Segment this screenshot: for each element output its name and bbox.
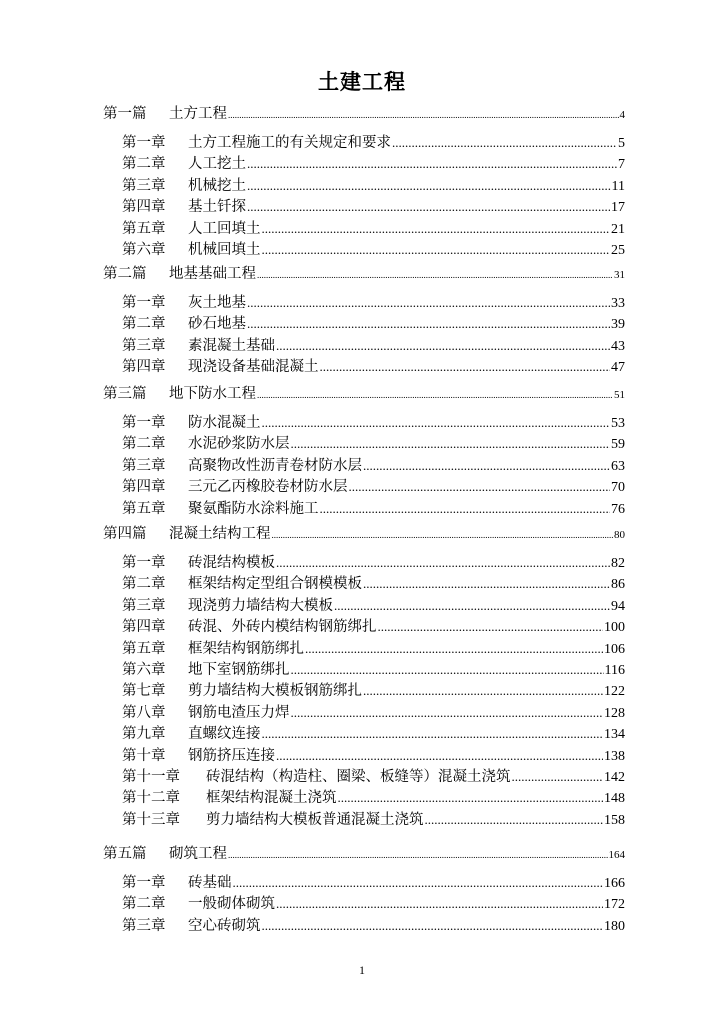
toc-entry-label	[122, 574, 362, 595]
chapter-number: 第五章	[122, 220, 166, 237]
page-ref: 5	[618, 136, 625, 151]
chapter-title: 钢筋挤压连接	[188, 747, 275, 764]
page-ref: 100	[604, 620, 625, 636]
page-ref: 138	[604, 748, 625, 764]
chapter-title: 框架结构混凝土浇筑	[206, 790, 337, 807]
toc-entry-label	[122, 639, 304, 660]
chapter-title: 人工回填土	[188, 220, 261, 237]
dot-leader	[247, 196, 610, 217]
toc-entry-label	[103, 264, 256, 285]
toc-entry-label	[122, 456, 362, 477]
dot-leader	[262, 915, 604, 936]
chapter-title: 聚氨酯防水涂料施工	[188, 500, 319, 517]
page-ref: 7	[618, 157, 625, 173]
page-ref: 128	[604, 705, 625, 721]
toc-entry-label	[122, 154, 246, 175]
page-ref: 148	[604, 791, 625, 807]
toc-chapter-entry	[122, 455, 625, 476]
dot-leader	[276, 745, 603, 766]
dot-leader	[262, 218, 611, 239]
toc-entry-label	[122, 596, 333, 617]
toc-entry-label	[122, 133, 391, 154]
part-title: 砌筑工程	[169, 846, 227, 862]
part-title: 地下防水工程	[169, 386, 256, 402]
toc-entry-label	[122, 499, 319, 520]
toc-entry-label	[103, 384, 256, 405]
chapter-number: 第四章	[122, 199, 166, 216]
chapter-title: 钢筋电渣压力焊	[188, 704, 290, 721]
toc-entry-label	[122, 477, 348, 498]
dot-leader	[276, 552, 610, 573]
page-ref: 4	[619, 109, 625, 121]
toc-chapter-entry	[122, 132, 625, 153]
chapter-title: 基土钎探	[188, 199, 246, 216]
page-ref: 172	[604, 897, 625, 913]
chapter-title: 土方工程施工的有关规定和要求	[188, 135, 391, 151]
dot-leader	[247, 153, 617, 174]
dot-leader	[378, 616, 604, 637]
toc-chapter-entry	[122, 915, 625, 936]
chapter-number: 第五章	[122, 500, 166, 517]
dot-leader	[228, 105, 619, 126]
chapter-number: 第六章	[122, 242, 166, 258]
chapter-number: 第二章	[122, 316, 166, 333]
dot-leader	[257, 265, 613, 286]
toc-chapter-entry	[122, 702, 625, 723]
chapter-title: 机械挖土	[188, 177, 246, 194]
page-ref: 94	[611, 598, 625, 614]
toc-chapter-entry	[122, 476, 625, 497]
page-ref: 53	[611, 416, 625, 431]
toc-chapter-entry	[122, 292, 625, 313]
toc-chapter-entry	[122, 809, 625, 830]
page-ref: 106	[604, 641, 625, 657]
toc-entry-label	[122, 788, 337, 809]
chapter-title: 现浇设备基础混凝土	[188, 359, 319, 376]
part-title: 土方工程	[169, 106, 227, 122]
part-number: 第五篇	[103, 846, 147, 862]
chapter-title: 剪力墙结构大模板钢筋绑扎	[188, 683, 362, 700]
part-title: 地基基础工程	[169, 266, 256, 282]
toc-chapter-entry	[122, 335, 625, 356]
toc-entry-label	[122, 873, 232, 894]
chapter-number: 第三章	[122, 917, 166, 934]
toc-entry-label	[122, 336, 275, 357]
toc-entry-label	[122, 916, 261, 937]
toc-entry-label	[103, 844, 227, 865]
chapter-title: 框架结构钢筋绑扎	[188, 640, 304, 657]
dot-leader	[276, 893, 603, 914]
chapter-title: 水泥砂浆防水层	[188, 436, 290, 453]
document-title: 土建工程	[318, 70, 406, 94]
dot-leader	[338, 787, 604, 808]
chapter-number: 第二章	[122, 576, 166, 593]
toc-chapter-entry	[122, 595, 625, 616]
toc-part-entry	[103, 264, 625, 285]
page-ref: 116	[604, 663, 625, 678]
toc-chapter-entry	[122, 433, 625, 454]
page-ref: 31	[614, 269, 625, 281]
toc-chapter-entry	[122, 787, 625, 808]
toc-entry-label	[122, 767, 511, 788]
dot-leader	[272, 525, 614, 546]
page-ref: 63	[611, 458, 625, 474]
chapter-number: 第二章	[122, 156, 166, 173]
toc-chapter-entry	[122, 552, 625, 573]
toc-part-entry	[103, 104, 625, 125]
toc-entry-label	[122, 293, 246, 314]
dot-leader	[305, 638, 603, 659]
page-ref: 166	[604, 876, 625, 891]
part-title: 混凝土结构工程	[169, 526, 271, 542]
part-number: 第三篇	[103, 386, 147, 402]
chapter-number: 第三章	[122, 597, 166, 614]
page-ref: 51	[614, 389, 625, 401]
dot-leader	[291, 702, 604, 723]
page-ref: 33	[611, 296, 625, 311]
dot-leader	[392, 132, 617, 153]
dot-leader	[262, 412, 611, 433]
chapter-title: 砖混、外砖内模结构钢筋绑扎	[188, 619, 377, 636]
chapter-title: 砖混结构（构造柱、圈梁、板缝等）混凝土浇筑	[206, 769, 511, 785]
chapter-number: 第八章	[122, 704, 166, 721]
page-ref: 86	[611, 577, 625, 593]
toc-entry-label	[103, 104, 227, 125]
toc-chapter-entry	[122, 498, 625, 519]
toc-chapter-entry	[122, 723, 625, 744]
page-ref: 164	[608, 849, 625, 861]
toc-chapter-entry	[122, 766, 625, 787]
chapter-title: 高聚物改性沥青卷材防水层	[188, 457, 362, 474]
chapter-number: 第一章	[122, 415, 166, 431]
page-ref: 39	[611, 317, 625, 333]
toc-chapter-entry	[122, 638, 625, 659]
dot-leader	[291, 659, 604, 680]
chapter-title: 灰土地基	[188, 295, 246, 311]
chapter-number: 第三章	[122, 337, 166, 354]
toc-entry-label	[122, 746, 275, 767]
chapter-title: 三元乙丙橡胶卷材防水层	[188, 479, 348, 496]
chapter-number: 第三章	[122, 457, 166, 474]
chapter-number: 第十二章	[122, 790, 180, 807]
toc-entry-label	[122, 724, 261, 745]
toc-entry-label	[103, 524, 271, 545]
dot-leader	[228, 845, 608, 866]
chapter-title: 框架结构定型组合钢模模板	[188, 576, 362, 593]
toc-entry-label	[122, 413, 261, 434]
dot-leader	[247, 175, 611, 196]
toc-entry-label	[122, 681, 362, 702]
chapter-number: 第四章	[122, 359, 166, 376]
chapter-number: 第二章	[122, 436, 166, 453]
page-ref: 21	[611, 221, 625, 237]
dot-leader	[257, 385, 613, 406]
page-ref: 70	[611, 480, 625, 496]
toc-entry-label	[122, 553, 275, 574]
page-ref: 180	[604, 918, 625, 934]
chapter-number: 第一章	[122, 295, 166, 311]
toc-entry-label	[122, 219, 261, 240]
dot-leader	[349, 476, 611, 497]
toc-chapter-entry	[122, 313, 625, 334]
dot-leader	[334, 595, 610, 616]
dot-leader	[247, 313, 610, 334]
toc-chapter-entry	[122, 616, 625, 637]
page-ref: 80	[614, 529, 625, 541]
toc-entry-label	[122, 176, 246, 197]
dot-leader	[363, 680, 603, 701]
chapter-title: 剪力墙结构大模板普通混凝土浇筑	[206, 811, 424, 828]
chapter-number: 第十三章	[122, 811, 180, 828]
toc-chapter-entry	[122, 356, 625, 377]
chapter-title: 防水混凝土	[188, 415, 261, 431]
chapter-number: 第七章	[122, 683, 166, 700]
chapter-number: 第三章	[122, 177, 166, 194]
chapter-number: 第十一章	[122, 769, 180, 785]
chapter-number: 第九章	[122, 726, 166, 743]
toc-chapter-entry	[122, 412, 625, 433]
dot-leader	[512, 766, 604, 787]
toc-chapter-entry	[122, 239, 625, 260]
toc-chapter-entry	[122, 218, 625, 239]
toc-entry-label	[122, 357, 319, 378]
chapter-title: 现浇剪力墙结构大模板	[188, 597, 333, 614]
dot-leader	[320, 498, 611, 519]
toc-entry-label	[122, 434, 290, 455]
dot-leader	[262, 723, 604, 744]
toc-entry-label	[122, 703, 290, 724]
page-ref: 76	[611, 501, 625, 517]
toc-chapter-entry	[122, 659, 625, 680]
chapter-title: 直螺纹连接	[188, 726, 261, 743]
dot-leader	[363, 455, 610, 476]
toc-entry-label	[122, 197, 246, 218]
chapter-number: 第六章	[122, 662, 166, 678]
part-number: 第二篇	[103, 266, 147, 282]
toc-part-entry	[103, 524, 625, 545]
dot-leader	[425, 809, 604, 830]
toc-chapter-entry	[122, 872, 625, 893]
dot-leader	[291, 433, 611, 454]
part-number: 第一篇	[103, 106, 147, 122]
page-ref: 25	[611, 243, 625, 258]
chapter-number: 第二章	[122, 896, 166, 913]
toc-entry-label	[122, 894, 275, 915]
toc-part-entry	[103, 844, 625, 865]
toc-chapter-entry	[122, 196, 625, 217]
chapter-title: 素混凝土基础	[188, 337, 275, 354]
chapter-title: 地下室钢筋绑扎	[188, 662, 290, 678]
toc-entry-label	[122, 314, 246, 335]
chapter-title: 一般砌体砌筑	[188, 896, 275, 913]
chapter-title: 机械回填土	[188, 242, 261, 258]
toc-chapter-entry	[122, 573, 625, 594]
toc-chapter-entry	[122, 680, 625, 701]
page-ref: 43	[611, 338, 625, 354]
page-ref: 11	[611, 178, 625, 194]
chapter-number: 第一章	[122, 875, 166, 891]
toc-chapter-entry	[122, 745, 625, 766]
chapter-title: 空心砖砌筑	[188, 917, 261, 934]
page-ref: 142	[604, 770, 625, 785]
chapter-number: 第四章	[122, 619, 166, 636]
chapter-title: 砂石地基	[188, 316, 246, 333]
toc-chapter-entry	[122, 893, 625, 914]
dot-leader	[320, 356, 611, 377]
chapter-number: 第五章	[122, 640, 166, 657]
toc-entry-label	[122, 240, 261, 261]
page-ref: 59	[611, 437, 625, 453]
page-ref: 47	[611, 360, 625, 376]
chapter-title: 砖基础	[188, 875, 232, 891]
page-ref: 158	[604, 812, 625, 828]
chapter-number: 第一章	[122, 555, 166, 571]
page-ref: 82	[611, 556, 625, 571]
toc-entry-label	[122, 810, 424, 831]
part-number: 第四篇	[103, 526, 147, 542]
chapter-title: 人工挖土	[188, 156, 246, 173]
dot-leader	[247, 292, 610, 313]
page-ref: 17	[611, 200, 625, 216]
chapter-number: 第十章	[122, 747, 166, 764]
toc-entry-label	[122, 660, 290, 681]
toc-chapter-entry	[122, 175, 625, 196]
page-ref: 134	[604, 727, 625, 743]
dot-leader	[363, 573, 610, 594]
page-ref: 122	[604, 684, 625, 700]
chapter-number: 第一章	[122, 135, 166, 151]
dot-leader	[233, 872, 604, 893]
toc-part-entry	[103, 384, 625, 405]
dot-leader	[262, 239, 611, 260]
toc-chapter-entry	[122, 153, 625, 174]
chapter-title: 砖混结构模板	[188, 555, 275, 571]
toc-entry-label	[122, 617, 377, 638]
page-number: 1	[359, 963, 365, 977]
chapter-number: 第四章	[122, 479, 166, 496]
dot-leader	[276, 335, 610, 356]
